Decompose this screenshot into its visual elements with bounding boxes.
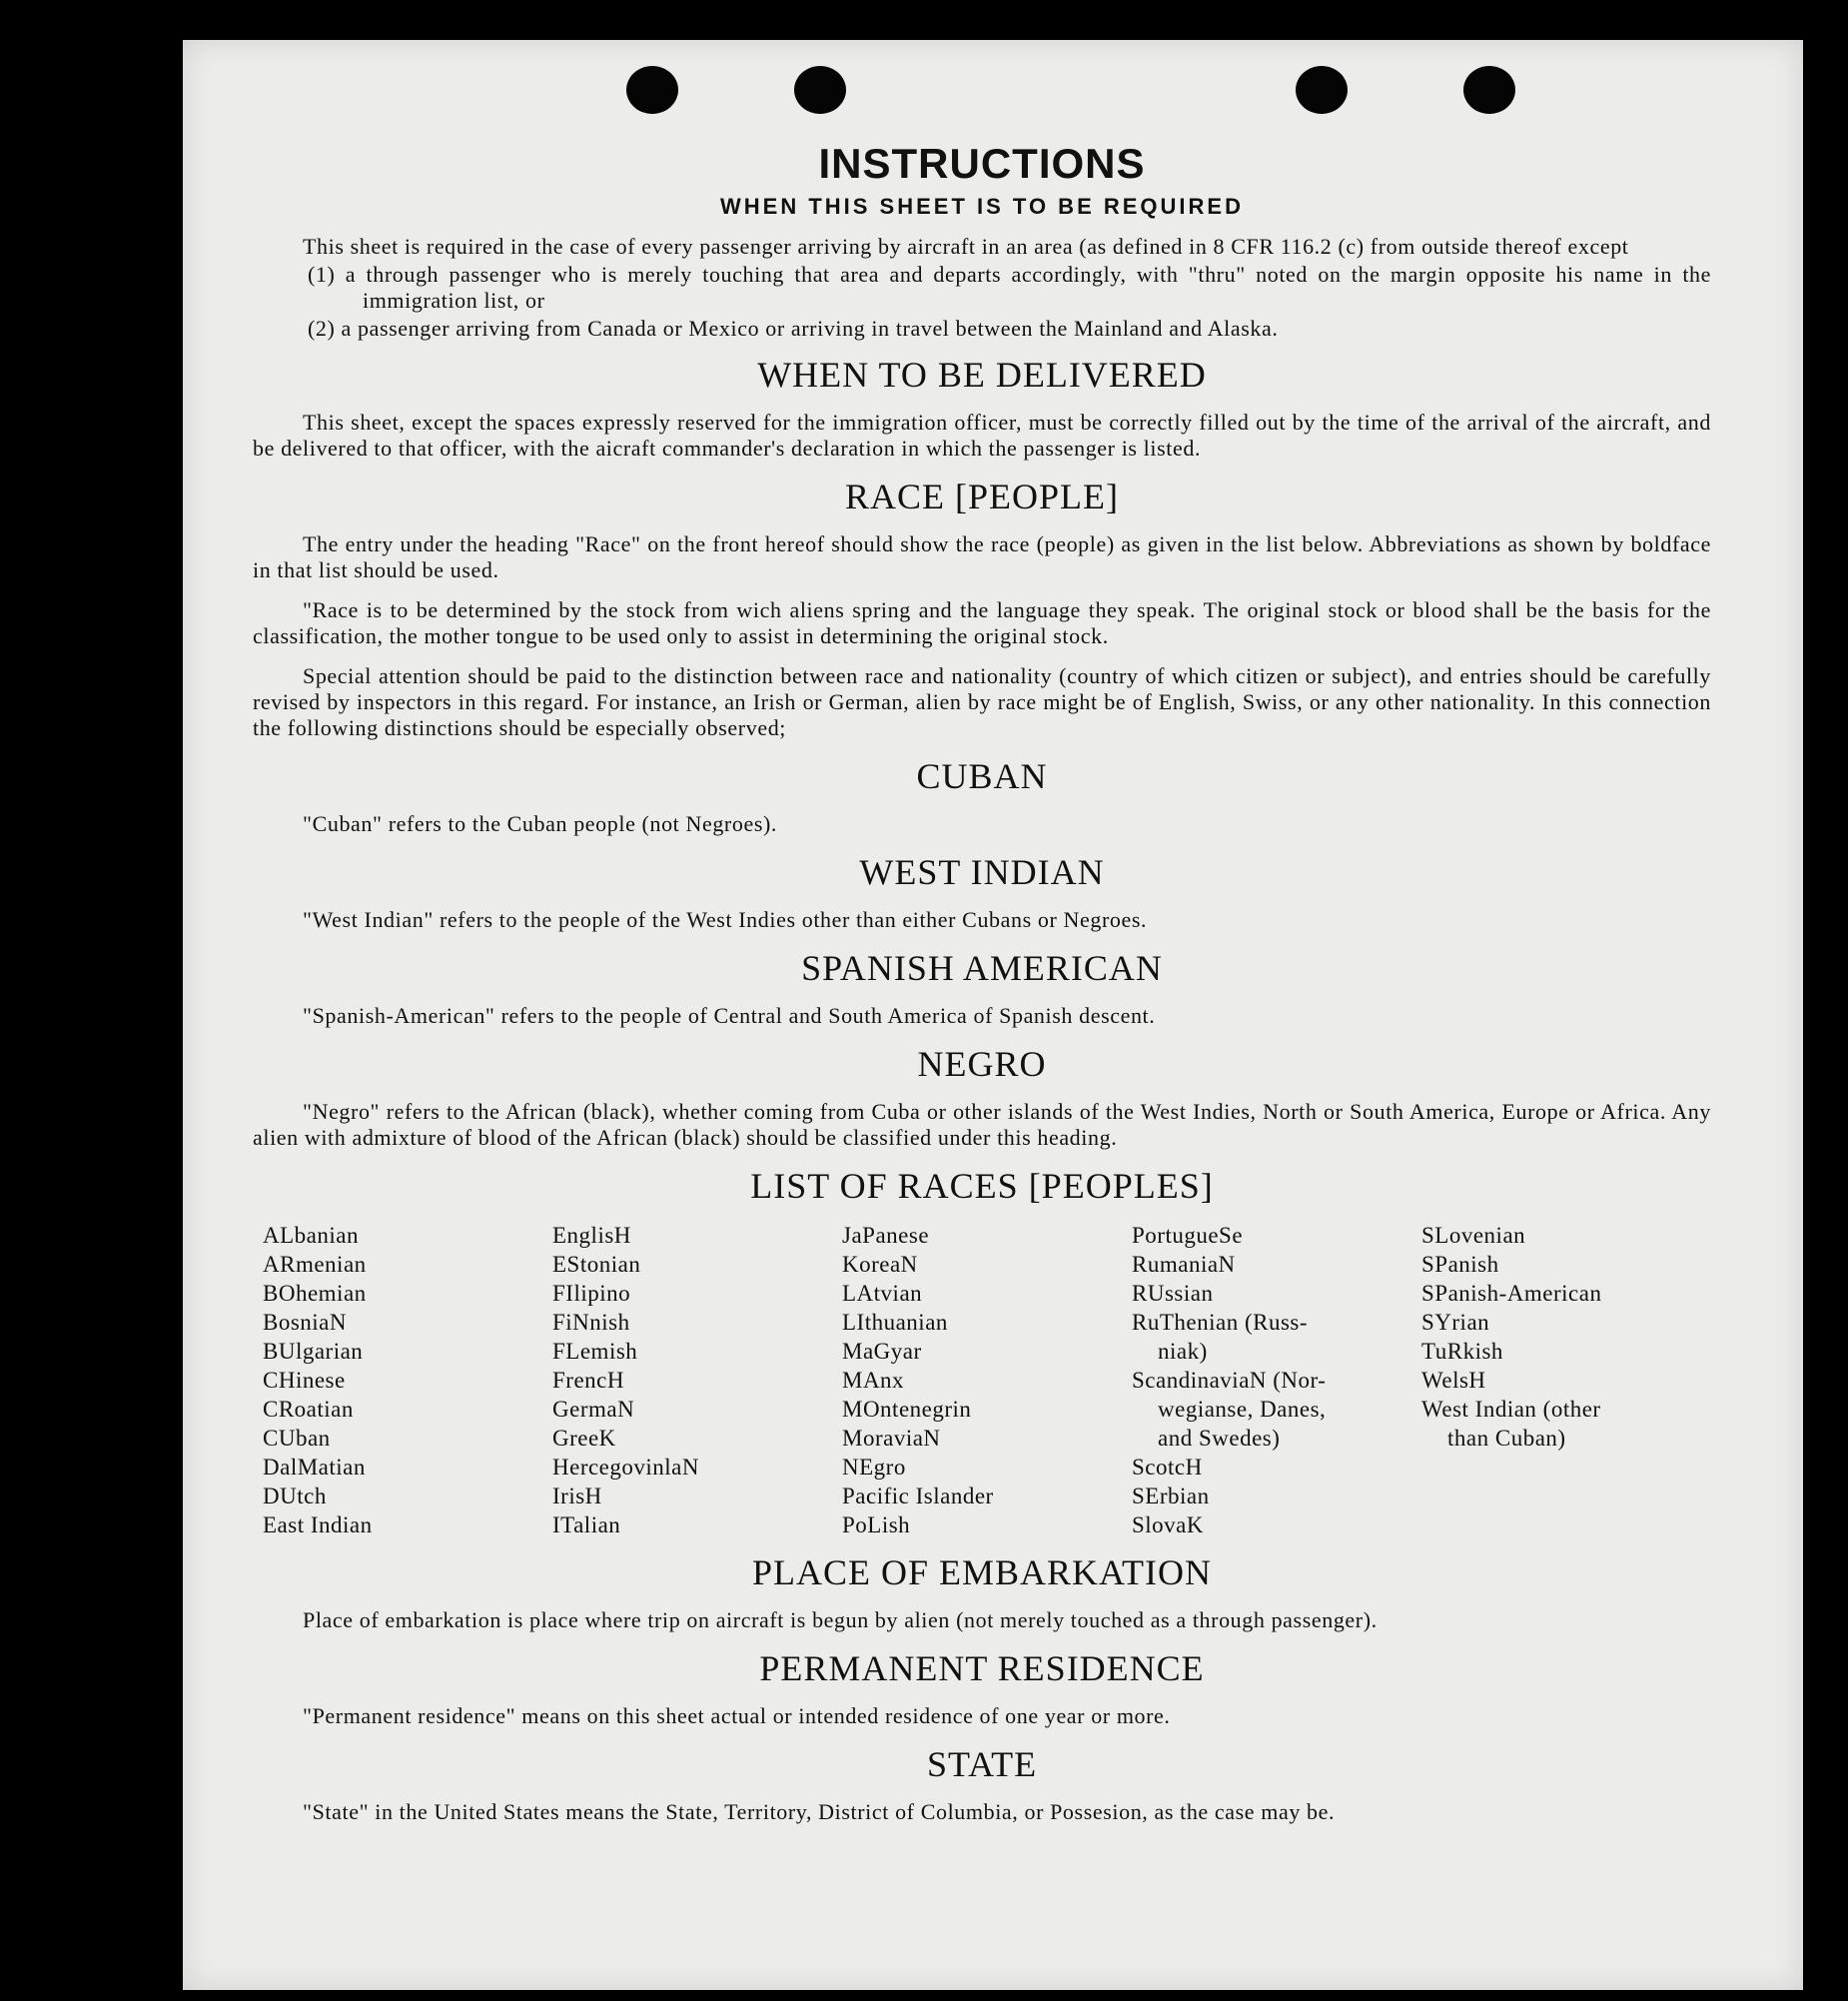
residence-heading: PERMANENT RESIDENCE — [759, 1648, 1205, 1688]
race-item: SlovaK — [1132, 1512, 1204, 1537]
race-item: FLemish — [552, 1339, 638, 1364]
races-column-1 — [263, 1221, 552, 1539]
race-item: BosniaN — [263, 1310, 347, 1335]
race-item: SPanish-American — [1421, 1281, 1602, 1306]
spanish-american-text: "Spanish-American" refers to the people of Central and South America of Spanish descent. — [303, 1003, 1156, 1028]
race-item: ALbanian — [263, 1223, 359, 1248]
cuban-text: "Cuban" refers to the Cuban people (not Negroes). — [303, 811, 778, 836]
race-item: RumaniaN — [1132, 1252, 1236, 1277]
punch-hole — [626, 66, 678, 114]
races-list — [263, 1221, 1711, 1539]
race-item: DalMatian — [263, 1455, 366, 1480]
embarkation-text: Place of embarkation is place where trip on aircraft is begun by alien (not merely touched as a through passenger). — [303, 1607, 1378, 1632]
race-item: ARmenian — [263, 1252, 367, 1277]
race-item: ITalian — [552, 1512, 621, 1537]
race-item: IrisH — [552, 1484, 602, 1508]
race-item: BUlgarian — [263, 1339, 364, 1364]
race-item: NEgro — [842, 1455, 906, 1480]
required-clause-2: (2) a passenger arriving from Canada or Mexico or arriving in travel between the Mainland and Alaska. — [308, 316, 1279, 341]
race-paragraph-3: Special attention should be paid to the distinction between race and nationality (country of which citizen or subject), and entries should be carefully revised by inspectors in this regard. For instance, an Irish or German, alien by race might be of English, Swiss, or any other nationality. In this connection the following distinctions should be especially observed; — [253, 663, 1711, 740]
punch-hole — [1296, 66, 1348, 114]
race-item-continued: niak) — [1158, 1339, 1208, 1364]
race-item: LIthuanian — [842, 1310, 948, 1335]
race-item: ScotcH — [1132, 1455, 1203, 1480]
race-item: MoraviaN — [842, 1426, 941, 1451]
race-item-continued: and Swedes) — [1158, 1426, 1281, 1451]
race-heading: RACE [PEOPLE] — [845, 477, 1119, 516]
race-item: East Indian — [263, 1512, 373, 1537]
delivered-heading: WHEN TO BE DELIVERED — [757, 355, 1207, 395]
punch-hole — [794, 66, 846, 114]
race-item: ScandinaviaN (Nor- — [1132, 1368, 1327, 1393]
required-intro: This sheet is required in the case of every passenger arriving by aircraft in an area (as defined in 8 CFR 116.2 (c) from outside thereof except — [303, 234, 1629, 259]
race-item: CUban — [263, 1426, 331, 1451]
race-item: DUtch — [263, 1484, 327, 1508]
race-item: LAtvian — [842, 1281, 923, 1306]
embarkation-heading: PLACE OF EMBARKATION — [751, 1552, 1213, 1592]
west-indian-heading: WEST INDIAN — [859, 852, 1105, 892]
race-item: GermaN — [552, 1397, 635, 1422]
race-item: SPanish — [1421, 1252, 1499, 1277]
race-paragraph-1: The entry under the heading "Race" on the front hereof should show the race (people) as given in the list below. Abbreviations as shown by boldface in that list should be used. — [253, 531, 1711, 582]
race-item: PoLish — [842, 1512, 911, 1537]
race-item: Pacific Islander — [842, 1484, 994, 1508]
document-sheet — [183, 40, 1803, 1990]
residence-text: "Permanent residence" means on this sheet actual or intended residence of one year or more. — [303, 1703, 1171, 1728]
race-item: FIlipino — [552, 1281, 631, 1306]
races-column-4 — [1132, 1221, 1421, 1539]
document-content — [253, 140, 1711, 1839]
race-item: PortugueSe — [1132, 1223, 1244, 1248]
race-item: TuRkish — [1421, 1339, 1503, 1364]
delivered-text: This sheet, except the spaces expressly reserved for the immigration officer, must be correctly filled out by the time of the arrival of the aircraft, and be delivered to that officer, with the aicraft commander's declaration in which the passenger is listed. — [253, 410, 1711, 461]
race-item: EnglisH — [552, 1223, 631, 1248]
race-item: EStonian — [552, 1252, 641, 1277]
race-item: HercegovinlaN — [552, 1455, 699, 1480]
race-paragraph-2: "Race is to be determined by the stock from wich aliens spring and the language they speak. The original stock or blood shall be the basis for the classification, the mother tongue to be used only to assist in determining the original stock. — [253, 597, 1711, 648]
page-title: INSTRUCTIONS — [818, 140, 1146, 187]
race-item: FiNnish — [552, 1310, 630, 1335]
race-item: RUssian — [1132, 1281, 1214, 1306]
state-text: "State" in the United States means the State, Territory, District of Columbia, or Possesion, as the case may be. — [303, 1799, 1336, 1824]
race-item: JaPanese — [842, 1223, 930, 1248]
races-list-heading: LIST OF RACES [PEOPLES] — [750, 1166, 1214, 1206]
race-item: WelsH — [1421, 1368, 1486, 1393]
cuban-heading: CUBAN — [916, 756, 1048, 796]
race-item: SErbian — [1132, 1484, 1210, 1508]
state-heading: STATE — [926, 1744, 1038, 1784]
race-item: KoreaN — [842, 1252, 918, 1277]
race-item: CRoatian — [263, 1397, 354, 1422]
race-item: West Indian (other — [1421, 1397, 1601, 1422]
races-column-5 — [1421, 1221, 1711, 1539]
race-item-continued: wegianse, Danes, — [1158, 1397, 1327, 1422]
race-item: GreeK — [552, 1426, 616, 1451]
required-clause-1: (1) a through passenger who is merely touching that area and departs accordingly, with "thru" noted on the margin opposite his name in the immigration list, or — [308, 262, 1711, 313]
negro-heading: NEGRO — [917, 1044, 1047, 1084]
race-item-continued: than Cuban) — [1447, 1426, 1566, 1451]
race-item: MOntenegrin — [842, 1397, 972, 1422]
page-subtitle: WHEN THIS SHEET IS TO BE REQUIRED — [720, 194, 1244, 219]
races-column-2 — [552, 1221, 842, 1539]
negro-text: "Negro" refers to the African (black), whether coming from Cuba or other islands of the West Indies, North or South America, Europe or Africa. Any alien with admixture of blood of the African (black) should be classified under this heading. — [253, 1099, 1711, 1150]
race-item: CHinese — [263, 1368, 346, 1393]
race-item: SLovenian — [1421, 1223, 1526, 1248]
race-item: MaGyar — [842, 1339, 922, 1364]
race-item: MAnx — [842, 1368, 905, 1393]
races-column-3 — [842, 1221, 1132, 1539]
race-item: RuThenian (Russ- — [1132, 1310, 1309, 1335]
race-item: SYrian — [1421, 1310, 1490, 1335]
punch-hole — [1463, 66, 1515, 114]
race-item: FrencH — [552, 1368, 624, 1393]
spanish-american-heading: SPANISH AMERICAN — [801, 948, 1163, 988]
race-item: BOhemian — [263, 1281, 367, 1306]
west-indian-text: "West Indian" refers to the people of the West Indies other than either Cubans or Negroes. — [303, 907, 1148, 932]
